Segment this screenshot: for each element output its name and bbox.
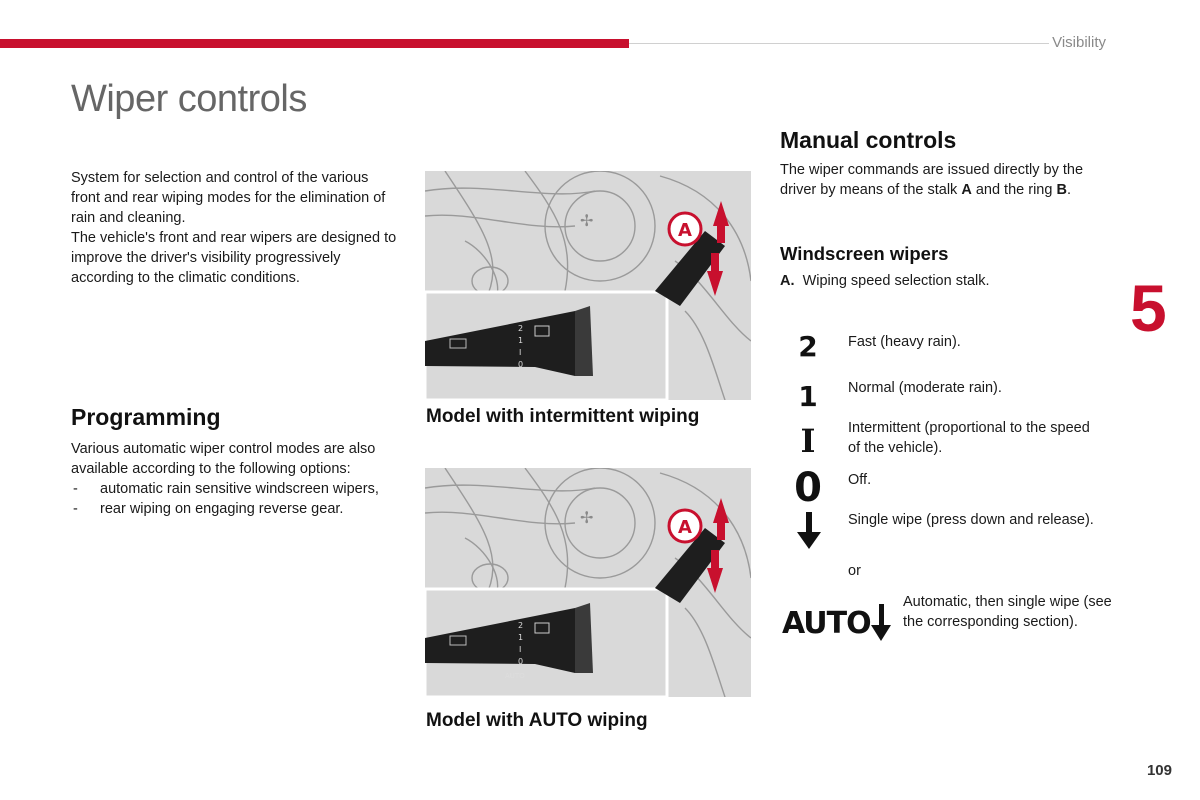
position-off-text: Off. [848,472,872,488]
position-intermittent-text: Intermittent (proportional to the speed of the vehicle). [848,420,1090,456]
down-arrow-icon [796,512,822,550]
header-red-bar [0,39,629,48]
intro-paragraph-2: The vehicle's front and rear wipers are designed to improve the driver's visibility progressively according to the climatic conditions. [71,230,397,286]
stalk-position-2: 2 [518,324,524,333]
position-normal-text: Normal (moderate rain). [848,380,1002,396]
manual-text-part: The wiper commands are issued directly by the driver by means of the stalk [780,162,1084,198]
stalk-a-item [780,271,1120,291]
stalk-a-ref: A [961,182,972,198]
position-fast-text: Fast (heavy rain). [848,334,961,350]
stalk-position-0: 0 [518,657,524,666]
windscreen-wipers-heading: Windscreen wipers [780,243,949,264]
symbol-normal: 1 [798,380,818,413]
stalk-illustration [425,468,751,697]
manual-controls-heading: Manual controls [780,127,957,153]
chapter-number: 5 [1130,271,1167,345]
intro-paragraph-1: System for selection and control of the various front and rear wiping modes for the elimination of rain and cleaning. [71,170,386,226]
callout-a: A [678,220,692,241]
stalk-position-i: I [519,348,522,357]
intro-text [71,168,401,288]
manual-text-part: and the ring [971,182,1057,198]
manual-controls-text [780,160,1115,200]
page-number: 109 [1146,762,1172,779]
item-label: A. [780,273,795,289]
figure-1-caption: Model with intermittent wiping [426,406,700,427]
list-item: - rear wiping on engaging reverse gear. [71,499,411,519]
position-single-wipe-text: Single wipe (press down and release). [848,512,1094,528]
symbol-off: 0 [794,465,822,511]
page-title: Wiper controls [71,78,307,120]
stalk-position-2: 2 [518,621,524,630]
figure-auto-wiping [425,468,751,697]
position-auto-text: Automatic, then single wipe (see the corresponding section). [903,594,1112,630]
symbol-fast: 2 [798,330,818,363]
auto-down-arrow-icon [870,604,892,642]
section-name: Visibility [1052,34,1106,51]
svg-text:✢: ✢ [580,211,594,230]
svg-text:✢: ✢ [580,508,594,527]
programming-heading: Programming [71,404,221,430]
list-item: - automatic rain sensitive windscreen wipers, [71,479,411,499]
symbol-intermittent: I [800,422,816,460]
programming-list [71,479,411,519]
item-text: Wiping speed selection stalk. [802,273,990,289]
callout-a: A [678,517,692,538]
header-divider-line [629,43,1049,44]
or-text: or [848,563,861,579]
figure-2-caption: Model with AUTO wiping [426,710,648,731]
auto-symbol: AUTO [782,606,871,641]
manual-text-part: . [1066,182,1071,198]
figure-intermittent-wiping [425,171,751,400]
stalk-position-1: 1 [518,633,524,642]
programming-text: Various automatic wiper control modes are also available according to the following options: [71,441,376,477]
stalk-position-0: 0 [518,360,524,369]
stalk-position-i: I [519,645,522,654]
stalk-auto-label: AUTO [505,672,525,680]
ring-b-ref: B [1056,182,1067,198]
stalk-illustration [425,171,751,400]
stalk-position-1: 1 [518,336,524,345]
